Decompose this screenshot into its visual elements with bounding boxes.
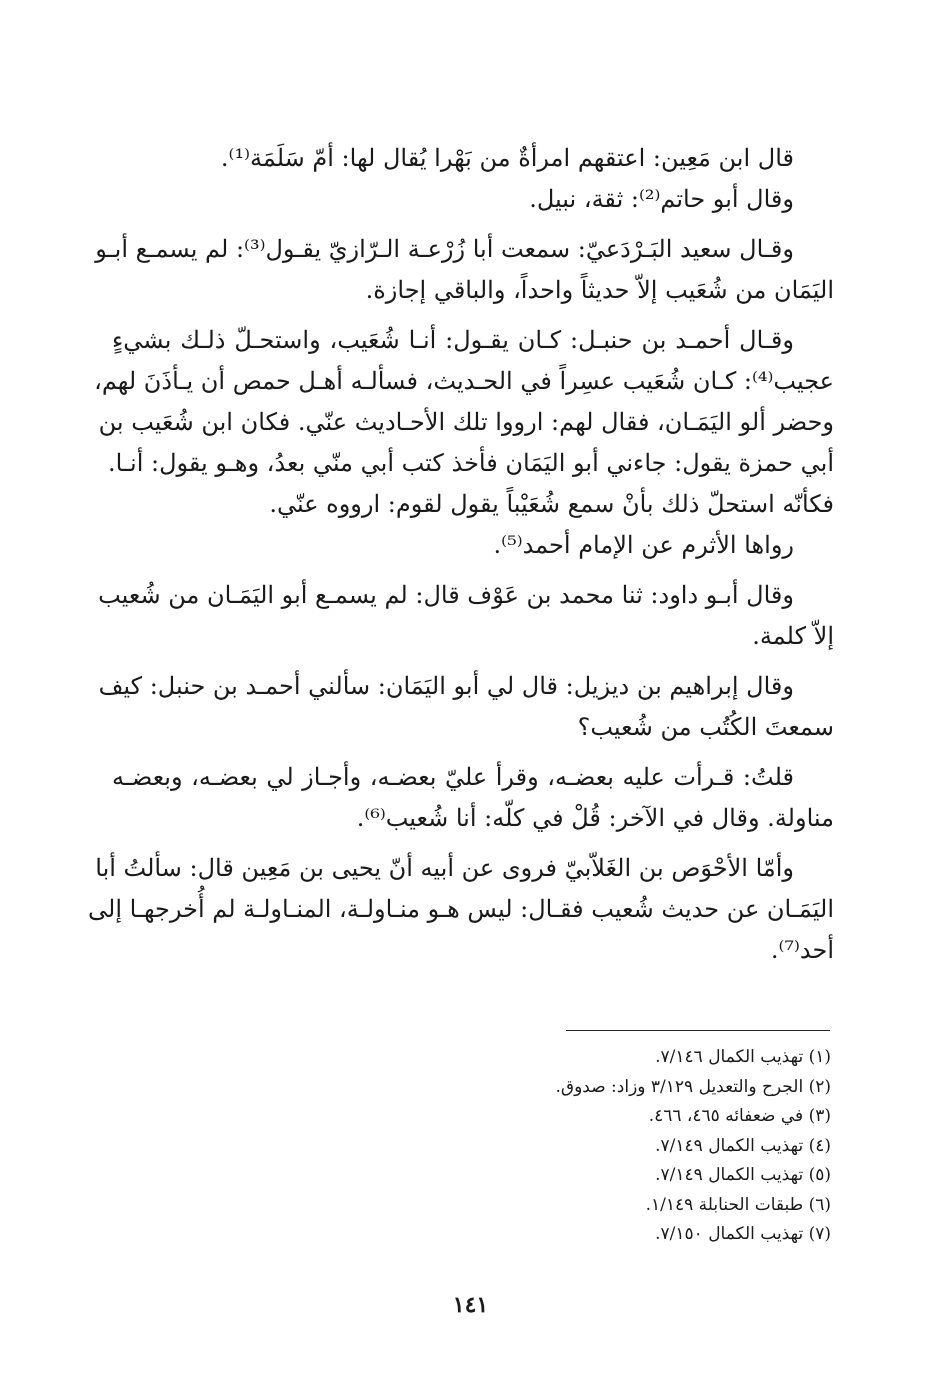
text-line: اليَمَان من شُعَيب إلاّ حديثاً واحداً، والباقي إجازة. [365,276,834,304]
text-line: وقال أبـو داود: ثنا محمد بن عَوْف قال: لم يسمـع أبو اليَمَـان من شُعيب [98,581,794,609]
footnote-3: (٣) في ضعفائه ٤٦٥، ٤٦٦. [648,1106,831,1126]
footnote-2: (٢) الجرح والتعديل ٣/١٢٩ وزاد: صدوق. [555,1076,831,1097]
paragraph-4 [98,575,834,657]
text-line: قال ابن مَعِين: اعتقهم امرأةٌ من بَهْرا يُقال لها: أمّ سَلَمَة⁽¹⁾. [220,144,794,172]
text-line: وحضر ألو اليَمَـان، فقال لهم: ارووا تلك الأحـاديث عنّي. فكان ابن شُعَيب بن [98,408,834,436]
paragraph-6 [112,757,834,839]
text-line: وقـال سعيد البَـرْدَعيّ: سمعت أبا زُرْعـة الـرّازيّ يقـول⁽³⁾: لم يسمـع أبـو [95,235,794,263]
text-line: اليَمَـان عن حديث شُعيب فقـال: ليس هـو منـاولـة، المنـاولـة لم أُخرجهـا إلى [88,895,834,923]
footnote-1: (١) تهذيب الكمال ٧/١٤٦. [655,1047,831,1067]
text-line: مناولة. وقال في الآخر: قُلْ في كلّه: أنا شُعيب⁽⁶⁾. [356,804,834,832]
text-line: قلتُ: قـرأت عليه بعضـه، وقرأ عليّ بعضـه، وأجـاز لي بعضـه، وبعضـه [112,763,794,791]
footnotes [311,1043,831,1250]
text-line: إلاّ كلمة. [752,622,834,650]
footnote-4: (٤) تهذيب الكمال ٧/١٤٩. [655,1135,831,1156]
footnote-5: (٥) تهذيب الكمال ٧/١٤٩. [655,1165,831,1185]
paragraph-3 [94,320,834,566]
text-line: وأمّا الأحْوَص بن الغَلاّبيّ فروى عن أبيه أنّ يحيى بن مَعِين قال: سألتُ أبا [95,854,794,882]
paragraph-7 [88,848,834,971]
text-line: وقـال أحمـد بن حنبـل: كـان يقـول: أنـا شُعَيب، واستحـلّ ذلـك بشيءٍ [112,326,794,354]
main-text [88,138,834,980]
text-line: عجيب⁽⁴⁾: كـان شُعَيب عسِراً في الحـديث، فسألـه أهـل حمص أن يـأذَنَ لهم، [94,367,834,395]
footnote-7: (٧) تهذيب الكمال ٧/١٥٠. [655,1224,831,1244]
text-line: وقال إبراهيم بن ديزيل: قال لي أبو اليَمَان: سألني أحمـد بن حنبل: كيف [98,672,794,700]
text-line: أبي حمزة يقول: جاءني أبو اليَمَان فأخذ كتب أبي منّي بعدُ، وهـو يقول: أنـا. [108,449,834,477]
paragraph-5 [98,666,834,748]
page-number: ١٤١ [452,1292,489,1318]
text-line: فكأنّه استحلّ ذلك بأنْ سمع شُعَيْباً يقول لقوم: ارووه عنّي. [269,490,834,518]
footnote-6: (٦) طبقات الحنابلة ١/١٤٩. [645,1194,831,1215]
text-line: وقال أبو حاتم⁽²⁾: ثقة، نبيل. [529,185,794,213]
paragraph-2 [95,229,834,311]
text-line: أحد⁽⁷⁾. [770,936,834,964]
paragraph-1 [112,138,834,220]
footnote-separator [566,1030,830,1031]
text-line: سمعتَ الكُتُب من شُعيب؟ [577,713,834,741]
text-line: رواها الأثرم عن الإمام أحمد⁽⁵⁾. [493,531,794,559]
